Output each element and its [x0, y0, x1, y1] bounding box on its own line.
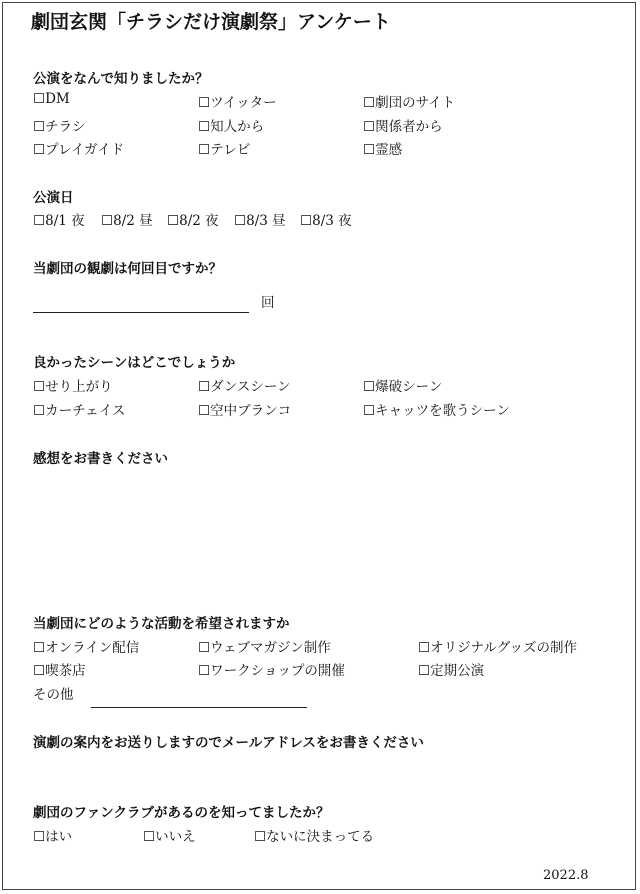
- date-stamp: 2022.8: [543, 868, 589, 883]
- option-explosion[interactable]: ☐爆破シーン: [363, 379, 443, 395]
- other-field[interactable]: [91, 707, 307, 708]
- question-desired-activities: 当劇団にどのような活動を希望されますか: [33, 616, 290, 632]
- option-playguide[interactable]: ☐プレイガイド: [33, 142, 125, 158]
- option-yes[interactable]: ☐はい: [33, 829, 73, 845]
- option-seriage[interactable]: ☐せり上がり: [33, 379, 113, 395]
- option-online-stream[interactable]: ☐オンライン配信: [33, 640, 140, 656]
- option-original-goods[interactable]: ☐オリジナルグッズの制作: [418, 640, 577, 656]
- option-date-2[interactable]: ☐8/2 昼: [101, 213, 153, 229]
- question-impressions: 感想をお書きください: [33, 451, 168, 467]
- option-trapeze[interactable]: ☐空中ブランコ: [198, 403, 292, 419]
- option-no[interactable]: ☐いいえ: [143, 829, 196, 845]
- impressions-area[interactable]: [33, 469, 603, 599]
- option-date-1[interactable]: ☐8/1 夜: [33, 213, 85, 229]
- option-acquaintance[interactable]: ☐知人から: [198, 119, 265, 135]
- question-visit-count: 当劇団の観劇は何回目ですか？: [33, 261, 222, 277]
- option-insider[interactable]: ☐関係者から: [363, 119, 443, 135]
- question-how-heard: 公演をなんで知りましたか？: [33, 71, 209, 87]
- option-flyer[interactable]: ☐チラシ: [33, 119, 86, 135]
- option-web-magazine[interactable]: ☐ウェブマガジン制作: [198, 640, 331, 656]
- survey-sheet: [2, 2, 636, 890]
- option-cafe[interactable]: ☐喫茶店: [33, 663, 86, 679]
- question-performance-date: 公演日: [33, 190, 74, 206]
- option-dance[interactable]: ☐ダンスシーン: [198, 379, 291, 395]
- page-title: 劇団玄関「チラシだけ演劇祭」アンケート: [31, 11, 391, 33]
- option-theater-site[interactable]: ☐劇団のサイト: [363, 95, 456, 111]
- option-date-4[interactable]: ☐8/3 昼: [234, 213, 286, 229]
- option-date-3[interactable]: ☐8/2 夜: [167, 213, 219, 229]
- option-cats-song[interactable]: ☐キャッツを歌うシーン: [363, 403, 510, 419]
- option-psychic[interactable]: ☐霊感: [363, 142, 403, 158]
- option-dm[interactable]: ☐DM: [33, 91, 70, 107]
- option-regular-performance[interactable]: ☐定期公演: [418, 663, 485, 679]
- option-workshop[interactable]: ☐ワークショップの開催: [198, 663, 345, 679]
- option-twitter[interactable]: ☐ツイッター: [198, 95, 277, 111]
- email-area[interactable]: [33, 753, 603, 793]
- question-email: 演劇の案内をお送りしますのでメールアドレスをお書きください: [33, 735, 424, 751]
- question-favorite-scene: 良かったシーンはどこでしょうか: [33, 355, 236, 371]
- option-obviously-not[interactable]: ☐ないに決まってる: [254, 829, 375, 845]
- question-fan-club: 劇団のファンクラブがあるのを知ってましたか？: [33, 805, 330, 821]
- option-car-chase[interactable]: ☐カーチェイス: [33, 403, 126, 419]
- option-tv[interactable]: ☐テレビ: [198, 142, 251, 158]
- visit-count-field[interactable]: [33, 312, 249, 313]
- option-date-5[interactable]: ☐8/3 夜: [300, 213, 352, 229]
- other-label: その他: [33, 687, 74, 703]
- visit-count-unit: 回: [261, 295, 275, 311]
